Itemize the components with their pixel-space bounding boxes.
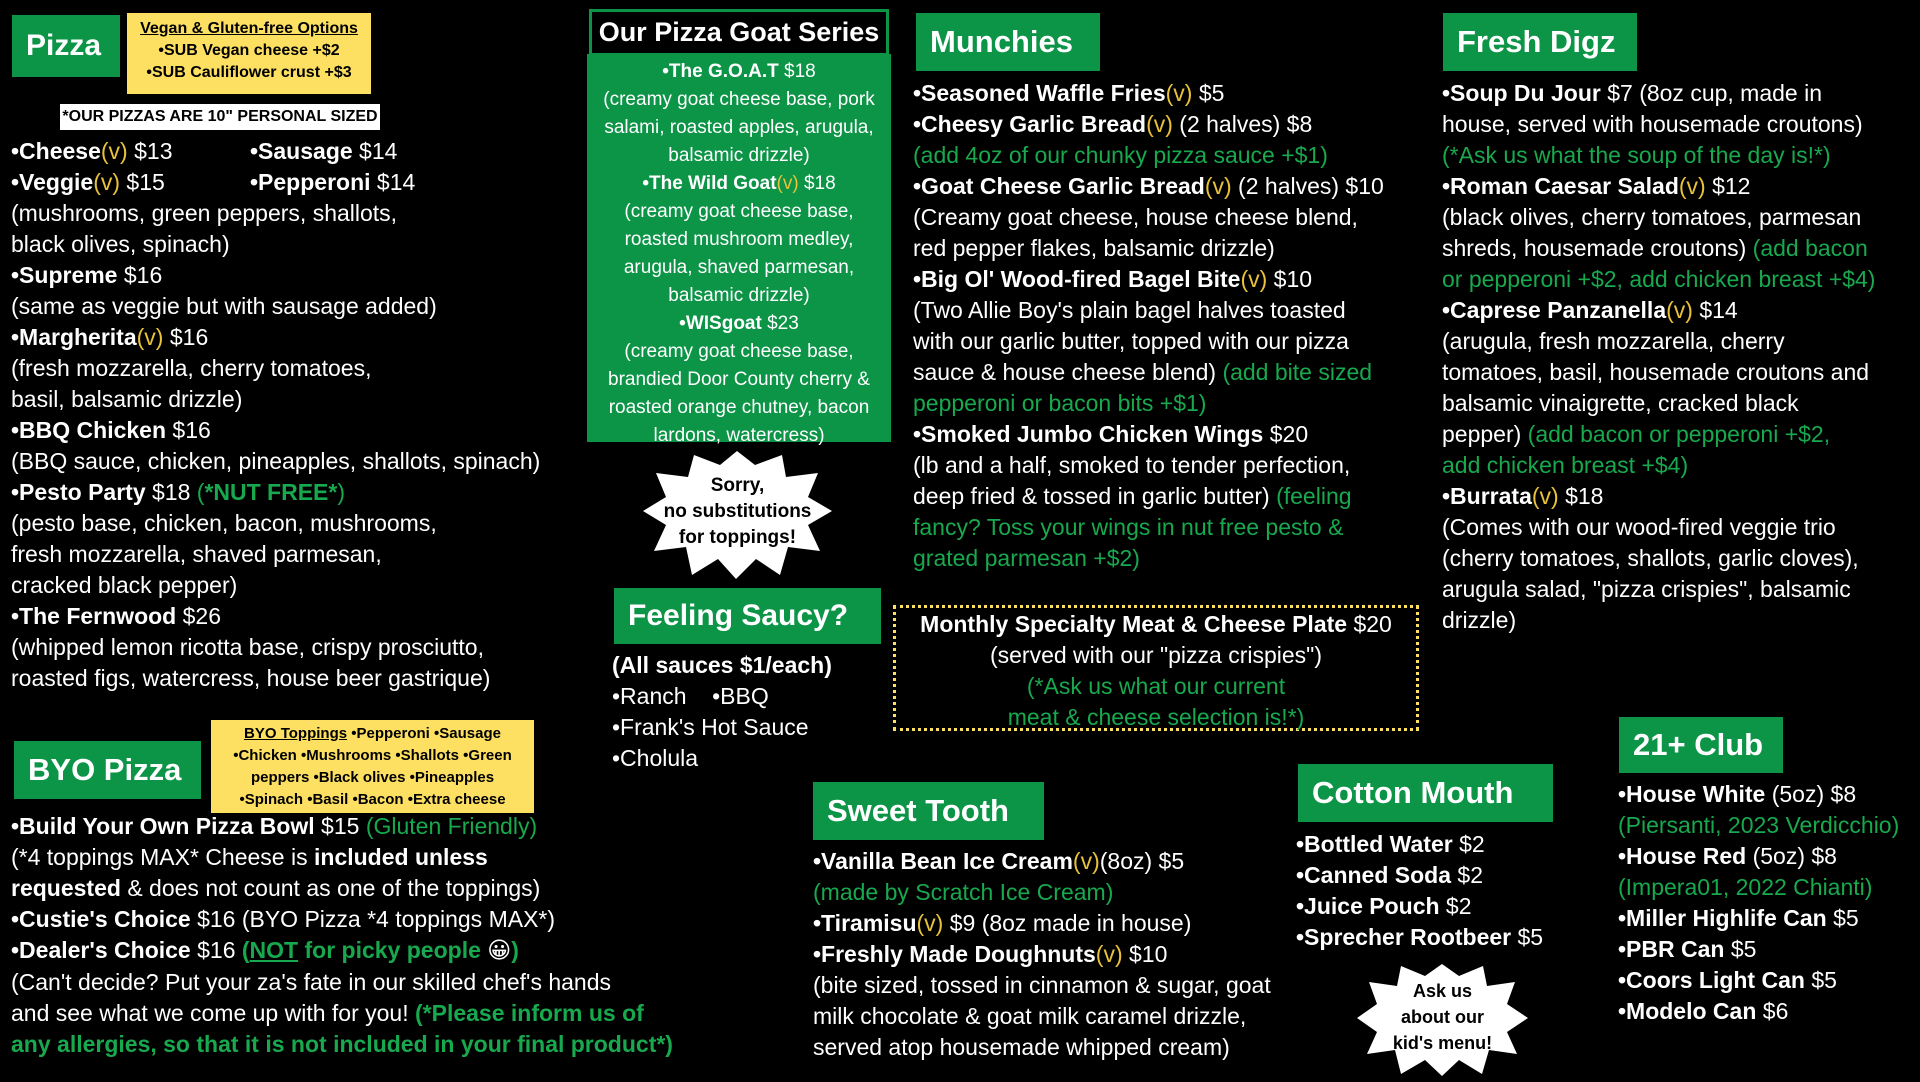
item-name: •Caprese Panzanella: [1442, 297, 1667, 323]
wings-desc-text: deep fried & tossed in garlic butter): [913, 483, 1277, 509]
item-price: $9 (8oz made in house): [943, 910, 1192, 936]
ice-cream-note: (made by Scratch Ice Cream): [813, 879, 1114, 905]
item-price: $2: [1451, 862, 1483, 888]
item-price: $14: [352, 138, 398, 164]
menu-item-meat-cheese-plate: [896, 609, 1416, 640]
wings-desc-1: (lb and a half, smoked to tender perfection,: [913, 452, 1351, 478]
item-price: $10: [1122, 941, 1168, 967]
item-price: $16: [117, 262, 163, 288]
item-price: $18: [145, 479, 197, 505]
menu-item-burrata: [1442, 481, 1875, 512]
menu-item-cheesy-garlic-bread: [913, 109, 1384, 140]
item-name: •Vanilla Bean Ice Cream: [813, 848, 1073, 874]
item-name: Monthly Specialty Meat & Cheese Plate: [920, 611, 1348, 637]
fernwood-desc-1: (whipped lemon ricotta base, crispy prosciutto,: [11, 634, 484, 660]
pesto-desc-3: cracked black pepper): [11, 572, 238, 598]
sauces-list: [612, 650, 832, 774]
menu-item-house-red: [1618, 841, 1899, 872]
byo-max-line-2: [11, 873, 673, 904]
item-price: $18: [1558, 483, 1604, 509]
meat-cheese-plate-box: [893, 605, 1419, 731]
item-price: $20: [1347, 611, 1392, 637]
item-name: •Cheesy Garlic Bread: [913, 111, 1147, 137]
item-name: •Sprecher Rootbeer: [1296, 924, 1512, 950]
feeling-saucy-header: Feeling Saucy?: [614, 588, 881, 644]
item-price: (2 halves) $10: [1231, 173, 1384, 199]
menu-item-pesto-party: [11, 477, 540, 508]
goat-item-wisgoat: [587, 310, 891, 338]
toppings-title: BYO Toppings: [244, 725, 348, 742]
item-price: $5: [1826, 905, 1859, 931]
caprese-desc-3: balsamic vinaigrette, cracked black: [1442, 390, 1799, 416]
item-name: •Build Your Own Pizza Bowl: [11, 813, 315, 839]
bagel-desc-3: [913, 357, 1384, 388]
nut-free-note: *NUT FREE*: [204, 479, 338, 505]
bagel-addon: (add bite sized: [1222, 359, 1373, 385]
item-price: (5oz) $8: [1746, 843, 1837, 869]
item-name: •Supreme: [11, 262, 118, 288]
kids-line-3: kid's menu!: [1392, 1033, 1493, 1053]
item-name: •Freshly Made Doughnuts: [813, 941, 1096, 967]
pizza-header: Pizza: [12, 15, 120, 77]
item-price: $13: [127, 138, 173, 164]
menu-item-supreme: [11, 260, 540, 291]
doughnuts-desc-1: (bite sized, tossed in cinnamon & sugar, goat: [813, 972, 1271, 998]
vegetarian-mark: (v): [916, 910, 944, 936]
munchies-header: Munchies: [916, 13, 1100, 71]
sorry-line-3: for toppings!: [678, 527, 797, 548]
menu-item-modelo: [1618, 996, 1899, 1027]
menu-item-pbr: [1618, 934, 1899, 965]
wis-desc-2: brandied Door County cherry &: [608, 369, 870, 390]
item-price: $16: [166, 417, 211, 443]
soup-ask: (*Ask us what the soup of the day is!*): [1442, 142, 1831, 168]
menu-item-bottled-water: [1296, 829, 1543, 860]
menu-item-miller: [1618, 903, 1899, 934]
wis-desc-3: roasted orange chutney, bacon: [608, 397, 870, 418]
vegetarian-mark: (v): [1072, 848, 1100, 874]
club-21-header: 21+ Club: [1619, 717, 1783, 773]
item-name: •BBQ Chicken: [11, 417, 167, 443]
caesar-addon-2: or pepperoni +$2, add chicken breast +$4): [1442, 266, 1876, 292]
byo-pizza-header: BYO Pizza: [14, 741, 201, 799]
menu-item-bbq-chicken: [11, 415, 540, 446]
veggie-desc-2: black olives, spinach): [11, 231, 230, 257]
wild-desc-2: roasted mushroom medley,: [624, 229, 854, 250]
house-red-note: (Impera01, 2022 Chianti): [1618, 874, 1873, 900]
soup-desc: house, served with housemade croutons): [1442, 111, 1863, 137]
fresh-digz-header: Fresh Digz: [1443, 13, 1637, 71]
item-name: •Goat Cheese Garlic Bread: [913, 173, 1205, 199]
item-name: •Seasoned Waffle Fries: [913, 80, 1166, 106]
kids-line-2: about our: [1401, 1007, 1484, 1027]
goat-series-header: Our Pizza Goat Series: [589, 9, 889, 56]
caprese-addon-2: add chicken breast +$4): [1442, 452, 1689, 478]
fresh-digz-list: [1442, 78, 1875, 636]
caprese-desc-4: [1442, 419, 1875, 450]
pizza-menu-list: [11, 136, 540, 694]
item-price: (5oz) $8: [1765, 781, 1857, 807]
menu-item-sausage: [250, 136, 397, 167]
item-price: $26: [176, 603, 221, 629]
goat-garlic-desc-2: red pepper flakes, balsamic drizzle): [913, 235, 1275, 261]
menu-item-caprese: [1442, 295, 1875, 326]
item-price: $7 (8oz cup, made in: [1600, 80, 1823, 106]
toppings-line-4: •Spinach •Basil •Bacon •Extra cheese: [239, 791, 506, 808]
smile-emoji-icon: 😀: [487, 938, 512, 964]
wild-desc-1: (creamy goat cheese base,: [624, 201, 854, 222]
item-name: •WISgoat: [679, 313, 762, 334]
item-name: •Sausage: [250, 138, 353, 164]
vegetarian-mark: (v): [136, 324, 164, 350]
goat-desc-2: salami, roasted apples, arugula,: [604, 117, 874, 138]
byo-max-line-1: [11, 842, 673, 873]
dealer-note-close: ): [511, 937, 519, 963]
personal-size-note: *OUR PIZZAS ARE 10" PERSONAL SIZED: [60, 104, 380, 130]
wings-desc-2: [913, 481, 1384, 512]
caesar-addon: (add bacon: [1752, 235, 1868, 261]
byo-list: [11, 811, 673, 1060]
item-name: •Smoked Jumbo Chicken Wings: [913, 421, 1264, 447]
caprese-desc-1: (arugula, fresh mozzarella, cherry: [1442, 328, 1785, 354]
item-price: $16: [190, 937, 242, 963]
menu-item-doughnuts: [813, 939, 1271, 970]
menu-item-goat-garlic-bread: [913, 171, 1384, 202]
caesar-desc-2: [1442, 233, 1875, 264]
item-name: •The Fernwood: [11, 603, 177, 629]
menu-item-tiramisu: [813, 908, 1271, 939]
goat-item-wild-goat: [587, 170, 891, 198]
item-name: •Big Ol' Wood-fired Bagel Bite: [913, 266, 1241, 292]
burrata-desc-3: arugula salad, "pizza crispies", balsamic: [1442, 576, 1851, 602]
supreme-desc: (same as veggie but with sausage added): [11, 293, 437, 319]
menu-item-caesar: [1442, 171, 1875, 202]
kids-line-1: Ask us: [1412, 981, 1473, 1001]
menu-item-juice-pouch: [1296, 891, 1543, 922]
plate-ask-2: meat & cheese selection is!*): [1007, 704, 1305, 730]
toppings-line-1: [211, 723, 534, 745]
menu-item-canned-soda: [1296, 860, 1543, 891]
wis-desc-1: (creamy goat cheese base,: [624, 341, 854, 362]
menu-item-vanilla-ice-cream: [813, 846, 1271, 877]
caprese-addon: (add bacon or pepperoni +$2,: [1527, 421, 1831, 447]
vegetarian-mark: (v): [1531, 483, 1559, 509]
caesar-desc-1: (black olives, cherry tomatoes, parmesan: [1442, 204, 1862, 230]
vegetarian-mark: (v): [1678, 173, 1706, 199]
max-text: (*4 toppings MAX* Cheese is: [11, 844, 314, 870]
vegan-options-box: [127, 13, 371, 94]
plate-desc: (served with our "pizza crispies"): [989, 642, 1323, 668]
item-name: •Canned Soda: [1296, 862, 1452, 888]
sorry-line-1: Sorry,: [710, 475, 765, 496]
vegetarian-mark: (v): [776, 173, 799, 194]
item-name: •Tiramisu: [813, 910, 917, 936]
item-price: (2 halves) $8: [1172, 111, 1313, 137]
club-list: [1618, 779, 1899, 1027]
item-price: $5: [1804, 967, 1837, 993]
doughnuts-desc-3: served atop housemade whipped cream): [813, 1034, 1230, 1060]
bagel-desc-2: with our garlic butter, topped with our pizza: [913, 328, 1349, 354]
item-price: $14: [370, 169, 416, 195]
menu-item-pizza-bowl: [11, 811, 673, 842]
margherita-desc-1: (fresh mozzarella, cherry tomatoes,: [11, 355, 372, 381]
vegetarian-mark: (v): [100, 138, 128, 164]
item-price: $5: [1511, 924, 1544, 950]
sauce-line-1: •Ranch •BBQ: [612, 683, 769, 709]
item-name: •Modelo Can: [1618, 998, 1757, 1024]
menu-item-soup: [1442, 78, 1875, 109]
toppings-line-2: •Chicken •Mushrooms •Shallots •Green: [233, 747, 512, 764]
max-text: & does not count as one of the toppings): [120, 875, 541, 901]
pesto-desc-2: fresh mozzarella, shaved parmesan,: [11, 541, 382, 567]
dealer-note-not: NOT: [249, 937, 299, 963]
menu-item-coors: [1618, 965, 1899, 996]
munchies-list: [913, 78, 1384, 574]
sweet-tooth-header: Sweet Tooth: [813, 782, 1044, 840]
garlic-bread-addon: (add 4oz of our chunky pizza sauce +$1): [913, 142, 1328, 168]
item-price: $12: [1705, 173, 1751, 199]
item-price: $16 (BYO Pizza *4 toppings MAX*): [190, 906, 556, 932]
item-price: $18: [778, 61, 816, 82]
vegetarian-mark: (v): [1146, 111, 1173, 137]
menu-item-margherita: [11, 322, 540, 353]
item-name: •Pesto Party: [11, 479, 146, 505]
item-name: •House Red: [1618, 843, 1747, 869]
item-name: •Cheese: [11, 138, 101, 164]
byo-toppings-box: [211, 720, 534, 813]
bagel-addon-2: pepperoni or bacon bits +$1): [913, 390, 1207, 416]
item-name: •Bottled Water: [1296, 831, 1453, 857]
item-price: (8oz) $5: [1099, 848, 1185, 874]
item-name: •Soup Du Jour: [1442, 80, 1601, 106]
wis-desc-4: lardons, watercress): [653, 425, 825, 446]
wings-addon: (feeling: [1276, 483, 1352, 509]
gluten-friendly-note: (Gluten Friendly): [365, 813, 538, 839]
vegetarian-mark: (v): [93, 169, 121, 195]
allergy-note-2: any allergies, so that it is not included in your final product*): [11, 1031, 673, 1057]
margherita-desc-2: basil, balsamic drizzle): [11, 386, 243, 412]
item-name: •Pepperoni: [250, 169, 371, 195]
nut-free-close: ): [337, 479, 346, 505]
item-name: •Juice Pouch: [1296, 893, 1440, 919]
caprese-desc-text: pepper): [1442, 421, 1528, 447]
item-price: $20: [1263, 421, 1309, 447]
item-name: •Miller Highlife Can: [1618, 905, 1827, 931]
menu-item-waffle-fries: [913, 78, 1384, 109]
toppings-line-3: peppers •Black olives •Pineapples: [250, 769, 495, 786]
pesto-desc-1: (pesto base, chicken, bacon, mushrooms,: [11, 510, 437, 536]
plate-ask-1: (*Ask us what our current: [1026, 673, 1286, 699]
vegetarian-mark: (v): [1204, 173, 1232, 199]
item-price: $14: [1692, 297, 1738, 323]
goat-item-goat: [587, 58, 891, 86]
fernwood-desc-2: roasted figs, watercress, house beer gastrique): [11, 665, 491, 691]
item-name: •House White: [1618, 781, 1766, 807]
dealer-note: for picky people: [298, 937, 488, 963]
cotton-mouth-list: [1296, 829, 1543, 953]
goat-desc-3: balsamic drizzle): [668, 145, 810, 166]
goat-series-box: [587, 54, 891, 446]
bagel-desc-text: sauce & house cheese blend): [913, 359, 1223, 385]
no-substitutions-burst: [640, 447, 835, 582]
wings-addon-2: fancy? Toss your wings in nut free pesto &: [913, 514, 1344, 540]
burrata-desc-1: (Comes with our wood-fired veggie trio: [1442, 514, 1836, 540]
wild-desc-3: arugula, shaved parmesan,: [623, 257, 855, 278]
vegan-option-crust: •SUB Cauliflower crust +$3: [146, 64, 352, 81]
item-price: $10: [1267, 266, 1313, 292]
goat-desc-1: (creamy goat cheese base, pork: [603, 89, 875, 110]
nut-free-open: (: [196, 479, 205, 505]
kids-menu-burst: [1355, 962, 1530, 1077]
menu-item-chicken-wings: [913, 419, 1384, 450]
goat-garlic-desc-1: (Creamy goat cheese, house cheese blend,: [913, 204, 1358, 230]
item-price: $23: [761, 313, 799, 334]
item-name: •The Wild Goat: [642, 173, 777, 194]
menu-item-custies-choice: [11, 904, 673, 935]
vegan-options-title: Vegan & Gluten-free Options: [140, 20, 358, 37]
bbq-desc: (BBQ sauce, chicken, pineapples, shallots, spinach): [11, 448, 541, 474]
item-price: $5: [1724, 936, 1757, 962]
sweet-tooth-list: [813, 846, 1271, 1063]
item-name: •PBR Can: [1618, 936, 1725, 962]
menu-item-pepperoni: [250, 167, 415, 198]
burrata-desc-4: drizzle): [1442, 607, 1517, 633]
vegetarian-mark: (v): [1666, 297, 1693, 323]
wings-addon-3: grated parmesan +$2): [913, 545, 1140, 571]
toppings-text: •Pepperoni •Sausage: [351, 725, 501, 742]
menu-item-fernwood: [11, 601, 540, 632]
house-white-note: (Piersanti, 2023 Verdicchio): [1618, 812, 1900, 838]
caesar-desc-text: shreds, housemade croutons): [1442, 235, 1753, 261]
caprese-desc-2: tomatoes, basil, housemade croutons and: [1442, 359, 1870, 385]
vegan-option-cheese: •SUB Vegan cheese +$2: [158, 42, 340, 59]
bagel-desc-1: (Two Allie Boy's plain bagel halves toasted: [913, 297, 1346, 323]
menu-item-bagel-bite: [913, 264, 1384, 295]
item-name: •Coors Light Can: [1618, 967, 1805, 993]
item-price: $2: [1452, 831, 1485, 857]
doughnuts-desc-2: milk chocolate & goat milk caramel drizzle,: [813, 1003, 1247, 1029]
vegetarian-mark: (v): [1240, 266, 1268, 292]
item-price: $6: [1756, 998, 1789, 1024]
item-price: $18: [798, 173, 836, 194]
allergy-note: (*Please inform us of: [415, 1000, 644, 1026]
cotton-mouth-header: Cotton Mouth: [1298, 764, 1553, 822]
sauce-line-3: •Cholula: [612, 745, 699, 771]
item-name: •Veggie: [11, 169, 94, 195]
item-name: •Margherita: [11, 324, 137, 350]
item-price: $15: [314, 813, 366, 839]
decide-text: and see what we come up with for you!: [11, 1000, 415, 1026]
item-name: •The G.O.A.T: [662, 61, 779, 82]
decide-line-1: (Can't decide? Put your za's fate in our skilled chef's hands: [11, 969, 611, 995]
max-bold-text: included unless: [314, 844, 488, 870]
burrata-desc-2: (cherry tomatoes, shallots, garlic cloves),: [1442, 545, 1859, 571]
menu-item-rootbeer: [1296, 922, 1543, 953]
item-name: •Dealer's Choice: [11, 937, 191, 963]
vegetarian-mark: (v): [1095, 941, 1123, 967]
menu-item-dealers-choice: [11, 935, 673, 967]
max-bold-text: requested: [11, 875, 121, 901]
item-name: •Custie's Choice: [11, 906, 191, 932]
item-price: $16: [163, 324, 209, 350]
veggie-desc-1: (mushrooms, green peppers, shallots,: [11, 200, 398, 226]
wild-desc-4: balsamic drizzle): [668, 285, 810, 306]
item-price: $5: [1192, 80, 1225, 106]
sauces-price-note: (All sauces $1/each): [612, 652, 832, 678]
sorry-line-2: no substitutions: [663, 501, 812, 522]
vegetarian-mark: (v): [1165, 80, 1193, 106]
sauce-line-2: •Frank's Hot Sauce: [612, 714, 809, 740]
item-price: $2: [1439, 893, 1472, 919]
menu-item-house-white: [1618, 779, 1899, 810]
item-price: $15: [120, 169, 165, 195]
decide-line-2: [11, 998, 673, 1029]
dealer-note-open: (: [241, 937, 250, 963]
item-name: •Burrata: [1442, 483, 1532, 509]
item-name: •Roman Caesar Salad: [1442, 173, 1679, 199]
